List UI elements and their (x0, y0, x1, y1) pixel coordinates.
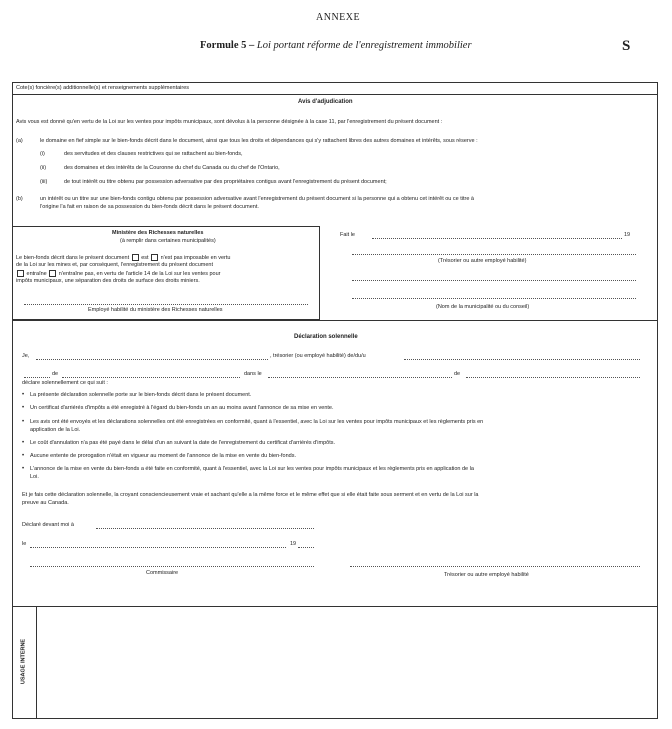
form-number: Formule 5 – (200, 40, 257, 51)
declaration-title: Déclaration solennelle (294, 334, 358, 340)
form-letter: S (622, 38, 631, 54)
nentraine-pas-checkbox[interactable] (49, 270, 56, 277)
declaration-le-label: le (22, 541, 27, 547)
bullet-icon: • (22, 392, 25, 398)
ministere-signature-line[interactable] (24, 304, 308, 305)
declaration-tresorier: , trésorier (ou employé habilité) de/du/u (270, 353, 366, 359)
declaration-closing: Et je fais cette déclaration solennelle, la croyant consciencieusement vraie et sachant qu'elle a la même force et le même effet que si elle était faite sous serment et en vertu de la Loi sur la (22, 492, 479, 498)
tresorier-label: (Trésorier ou autre employé habilité) (438, 258, 527, 264)
fait-le-date-line[interactable] (372, 238, 622, 239)
avis-item-label: (i) (40, 151, 45, 157)
ministere-l1c: n'est pas imposable en vertu (160, 254, 231, 261)
internal-use-label: USAGE INTERNE (20, 638, 27, 685)
declarant-line-b[interactable] (62, 377, 240, 378)
declare-devant-label: Déclaré devant moi à (22, 522, 74, 528)
avis-b-text: un intérêt ou un titre sur une bien-fonds contigu obtenu par possession adversative avant l'enregistrement du présent document si la personne qui a obtenu cet intérêt ou ce titre à (40, 196, 474, 202)
declaration-je: Je, (22, 353, 30, 359)
declarant-name-line[interactable] (36, 359, 268, 360)
fait-le-label: Fait le (340, 232, 355, 238)
form-law-name: Loi portant réforme de l'enregistrement immobilier (256, 40, 472, 51)
commissaire-label: Commissaire (146, 570, 179, 576)
declaration-declare: déclare solennellement ce qui suit : (22, 380, 108, 386)
declarant-line-c[interactable] (268, 377, 452, 378)
declaration-de-2: de (454, 371, 461, 377)
bullet-icon: • (22, 419, 25, 425)
ministere-line-1 (16, 254, 230, 262)
tresorier-sig-label: Trésorier ou autre employé habilité (444, 572, 529, 578)
declaration-bullet-2: Un certificat d'arriérés d'impôts a été enregistré à l'égard du bien-fonds un an au moins avant l'annonce de sa mise en vente. (30, 405, 334, 411)
declarant-line-d[interactable] (466, 377, 640, 378)
bullet-icon: • (22, 466, 25, 472)
ministere-line-3 (16, 270, 220, 278)
declare-devant-line[interactable] (96, 528, 314, 529)
ministere-subtitle: (à remplir dans certaines municipalités) (120, 238, 216, 244)
declaration-year-line[interactable] (298, 547, 314, 548)
declaration-closing-cont: preuve au Canada. (22, 500, 69, 506)
avis-a-text: le domaine en fief simple sur le bien-fonds décrit dans le document, ainsi que tous les droits et dépendances qui s'y rattachent libres des autres domaines et intérêts, sous réserve : (40, 138, 478, 144)
declaration-divider (12, 320, 658, 321)
ministere-signature-label: Employé habilité du ministère des Richesses naturelles (88, 307, 223, 313)
ministere-line-4: impôts municipaux, une séparation des droits de surface des droits miniers. (16, 278, 200, 284)
fait-le-year: 19 (624, 232, 631, 238)
annexe-heading: ANNEXE (316, 12, 361, 23)
declaration-bullet-6-cont: Loi. (30, 474, 39, 480)
avis-item-label: (ii) (40, 165, 47, 171)
avis-item-text: de tout intérêt ou titre obtenu par possession adversative par des propriétaires contigus avant l'enregistrement du présent document; (64, 179, 387, 185)
bullet-icon: • (22, 440, 25, 446)
municipalite-line-1[interactable] (352, 280, 636, 281)
avis-item-text: des domaines et des intérêts de la Couronne du chef du Canada ou du chef de l'Ontario, (64, 165, 280, 171)
declaration-de-1: de (52, 371, 59, 377)
declaration-date-line[interactable] (30, 547, 286, 548)
avis-item-text: des servitudes et des clauses restrictives qui se rattachent au bien-fonds, (64, 151, 243, 157)
tresorier-signature-line[interactable] (352, 254, 636, 255)
declaration-bullet-4: Le coût d'annulation n'a pas été payé dans le délai d'un an suivant la date de l'enregistrement du certificat d'arriérés d'impôts. (30, 440, 336, 446)
nest-pas-checkbox[interactable] (151, 254, 158, 261)
form-title (200, 40, 472, 51)
top-line-label: Cote(s) foncière(s) additionnelle(s) et renseignements supplémentaires (16, 85, 190, 91)
ministere-title: Ministère des Richesses naturelles (112, 230, 204, 236)
entraine-checkbox[interactable] (17, 270, 24, 277)
avis-intro: Avis vous est donné qu'en vertu de la Loi sur les ventes pour impôts municipaux, sont dévolus à la personne désignée à la case 11, par l'enregistrement du présent document : (16, 119, 443, 125)
form-outer-border (12, 82, 658, 719)
municipalite-label: (Nom de la municipalité ou du conseil) (436, 304, 530, 310)
avis-b-label: (b) (16, 196, 23, 202)
declaration-year: 19 (290, 541, 297, 547)
ministere-l3a: entraîne (26, 270, 47, 277)
declaration-bullet-6: L'annonce de la mise en vente du bien-fonds a été faite en conformité, quant à l'essentiel, avec la Loi sur les ventes pour impôts municipaux et les règlements pris en application de la (30, 466, 474, 472)
ministere-line-2: de la Loi sur les mines et, par conséquent, l'enregistrement du présent document (16, 262, 214, 268)
commissaire-signature-line[interactable] (30, 566, 314, 567)
declaration-bullet-1: La présente déclaration solennelle porte sur le bien-fonds décrit dans le présent document. (30, 392, 252, 398)
declaration-bullet-3: Les avis ont été envoyés et les déclarations solennelles ont été enregistrées en conformité, quant à l'essentiel, avec la Loi sur les ventes pour impôts municipaux et les règlements pris en (30, 419, 484, 425)
bullet-icon: • (22, 405, 25, 411)
bullet-icon: • (22, 453, 25, 459)
internal-divider (12, 606, 658, 607)
est-checkbox[interactable] (132, 254, 139, 261)
avis-title: Avis d'adjudication (298, 99, 353, 105)
declarant-line-a[interactable] (24, 377, 50, 378)
ministere-l1b: est (141, 254, 149, 261)
ministere-l3b: n'entraîne pas, en vertu de l'article 14 de la Loi sur les ventes pour (58, 270, 221, 277)
declarant-municipality-line[interactable] (404, 359, 640, 360)
tresorier-sig-line[interactable] (350, 566, 640, 567)
top-divider (12, 94, 658, 95)
ministere-l1a: Le bien-fonds décrit dans le présent document (16, 254, 130, 261)
avis-item-label: (iii) (40, 179, 48, 185)
municipalite-line-2[interactable] (352, 298, 636, 299)
internal-side-divider (36, 606, 37, 719)
declaration-bullet-5: Aucune entente de prorogation n'était en vigueur au moment de l'annonce de la mise en vente du bien-fonds. (30, 453, 296, 459)
avis-b-text-cont: l'origine l'a fait en raison de sa possession du bien-fonds décrit dans le présent document. (40, 204, 259, 210)
declaration-dans-le: dans le (244, 371, 262, 377)
avis-a-label: (a) (16, 138, 23, 144)
declaration-bullet-3-cont: application de la Loi. (30, 427, 81, 433)
